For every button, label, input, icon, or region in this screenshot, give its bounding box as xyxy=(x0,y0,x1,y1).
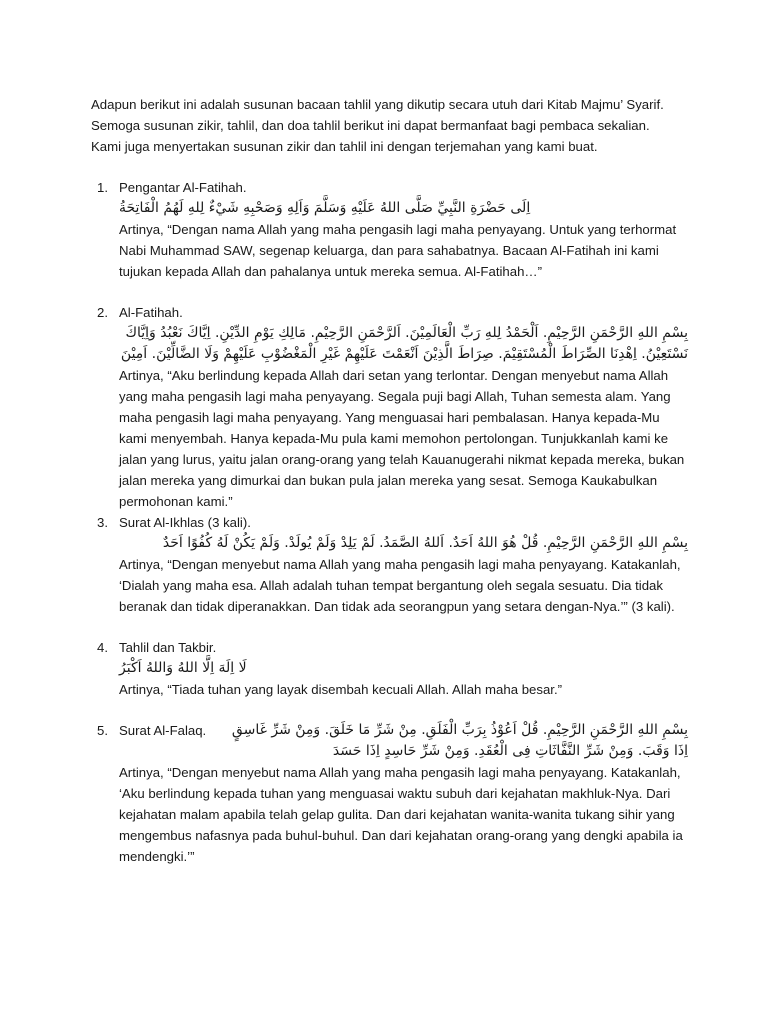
translation-text: Artinya, “Aku berlindung kepada Allah dari setan yang terlontar. Dengan menyebut nama Allah yang maha pengasih lagi maha penyayang. Segala puji bagi Allah, Tuhan semesta alam. Yang maha pengasih lagi maha penyayang. Yang menguasai hari pembalasan. Hanya kepada-Mu kami menyembah. Hanya kepada-Mu pula kami memohon pertolongan. Tunjukkanlah kami ke jalan yang lurus, yaitu jalan orang-orang yang telah Kauanugerahi nikmat kepada mereka, bukan jalan mereka yang dimurkai dan bukan pula jalan mereka yang sesat. Semoga Kaukabulkan permohonan kami.” xyxy=(119,368,685,509)
item-number: 2. xyxy=(97,305,108,320)
item-title: Tahlil dan Takbir. xyxy=(119,640,217,655)
list-item xyxy=(91,302,688,512)
item-title: Surat Al-Ikhlas (3 kali). xyxy=(119,515,251,530)
translation-text: Artinya, “Dengan menyebut nama Allah yang maha pengasih lagi maha penyayang. Katakanlah, ‘Aku berlindung kepada tuhan yang menguasai waktu subuh dari kejahatan makhluk-Nya. Dari kejahatan malam apabila telah gelap gulita. Dan dari kejahatan wanita-wanita tukang sihir yang mengembus nafasnya pada buhul-buhul. Dan dari kejahatan orang-orang yang dengki apabila ia mendengki.’” xyxy=(119,765,683,864)
intro-paragraph xyxy=(91,94,688,157)
item-title: Al-Fatihah. xyxy=(119,305,183,320)
arabic-text: بِسْمِ اللهِ الرَّحْمَنِ الرَّحِيْمِ. قُلْ هُوَ اللهُ اَحَدٌ. اَللهُ الصَّمَدُ. لَمْ يَلِدْ وَلَمْ يُولَدْ. وَلَمْ يَكُنْ لَهُ كُفُوًا اَحَدٌ xyxy=(162,535,688,551)
spacer xyxy=(91,617,688,637)
item-number: 4. xyxy=(97,640,108,655)
item-title: Pengantar Al-Fatihah. xyxy=(119,180,247,195)
item-number: 3. xyxy=(97,515,108,530)
list-item xyxy=(91,177,688,282)
intro-line: Kami juga menyertakan susunan zikir dan tahlil ini dengan terjemahan yang kami buat. xyxy=(91,139,598,154)
intro-line: Adapun berikut ini adalah susunan bacaan tahlil yang dikutip secara utuh dari Kitab Majmu’ Syarif. xyxy=(91,97,664,112)
translation-text: Artinya, “Dengan menyebut nama Allah yang maha pengasih lagi maha penyayang. Katakanlah, ‘Dialah yang maha esa. Allah adalah tuhan tempat bergantung oleh segala sesuatu. Dia tidak beranak dan tidak diperanakkan. Dan tidak ada seorangpun yang setara dengan-Nya.’” (3 kali). xyxy=(119,557,681,614)
translation-text: Artinya, “Dengan nama Allah yang maha pengasih lagi maha penyayang. Untuk yang terhormat Nabi Muhammad SAW, segenap keluarga, dan para sahabatnya. Bacaan Al-Fatihah ini kami tujukan kepada Allah dan pahalanya untuk mereka semua. Al-Fatihah…” xyxy=(119,222,677,279)
item-number: 1. xyxy=(97,180,108,195)
list-item xyxy=(91,637,688,700)
arabic-text: اِلَى حَضْرَةِ النَّبِيِّ صَلَّى اللهُ عَلَيْهِ وَسَلَّمَ وَاَلِهِ وَصَحْبِهِ شَيْءٌ لِلهِ لَهُمُ الْفَاتِحَةُ xyxy=(119,200,531,216)
intro-line: Semoga susunan zikir, tahlil, dan doa tahlil berikut ini dapat bermanfaat bagi pembaca sekalian. xyxy=(91,118,650,133)
tahlil-list xyxy=(91,177,688,867)
list-item xyxy=(91,720,688,867)
list-item xyxy=(91,512,688,617)
item-title: Surat Al-Falaq. xyxy=(119,723,207,738)
spacer xyxy=(91,282,688,302)
arabic-text: لَا اِلَهَ اِلَّا اللهُ وَاللهُ اَكْبَرُ xyxy=(119,660,247,676)
spacer xyxy=(91,700,688,720)
translation-text: Artinya, “Tiada tuhan yang layak disembah kecuali Allah. Allah maha besar.” xyxy=(119,682,563,697)
arabic-text: بِسْمِ اللهِ الرَّحْمَنِ الرَّحِيْمِ. اَلْحَمْدُ لِلهِ رَبِّ الْعَالَمِيْنَ. اَلرَّحْمَنِ الرَّحِيْمِ. مَالِكِ يَوْمِ الدِّيْنِ. اِيَّاكَ نَعْبُدُ وَاِيَّاكَ نَسْتَعِيْنُ. اِهْدِنَا الصِّرَاطَ الْمُسْتَقِيْمَ. صِرَاطَ الَّذِيْنَ اَنْعَمْتَ عَلَيْهِمْ غَيْرِ الْمَغْضُوْبِ عَلَيْهِمْ وَلَا الضَّالِّيْنَ. اَمِيْنَ xyxy=(120,325,688,362)
arabic-text: بِسْمِ اللهِ الرَّحْمَنِ الرَّحِيْمِ. قُلْ اَعُوْذُ بِرَبِّ الْفَلَقِ. مِنْ شَرِّ مَا خَلَقَ. وَمِنْ شَرِّ غَاسِقٍ اِذَا وَقَبَ. وَمِنْ شَرِّ النَّفَّاثَاتِ فِى الْعُقَدِ. وَمِنْ شَرِّ حَاسِدٍ اِذَا حَسَدَ xyxy=(231,722,688,759)
item-number: 5. xyxy=(97,723,108,738)
